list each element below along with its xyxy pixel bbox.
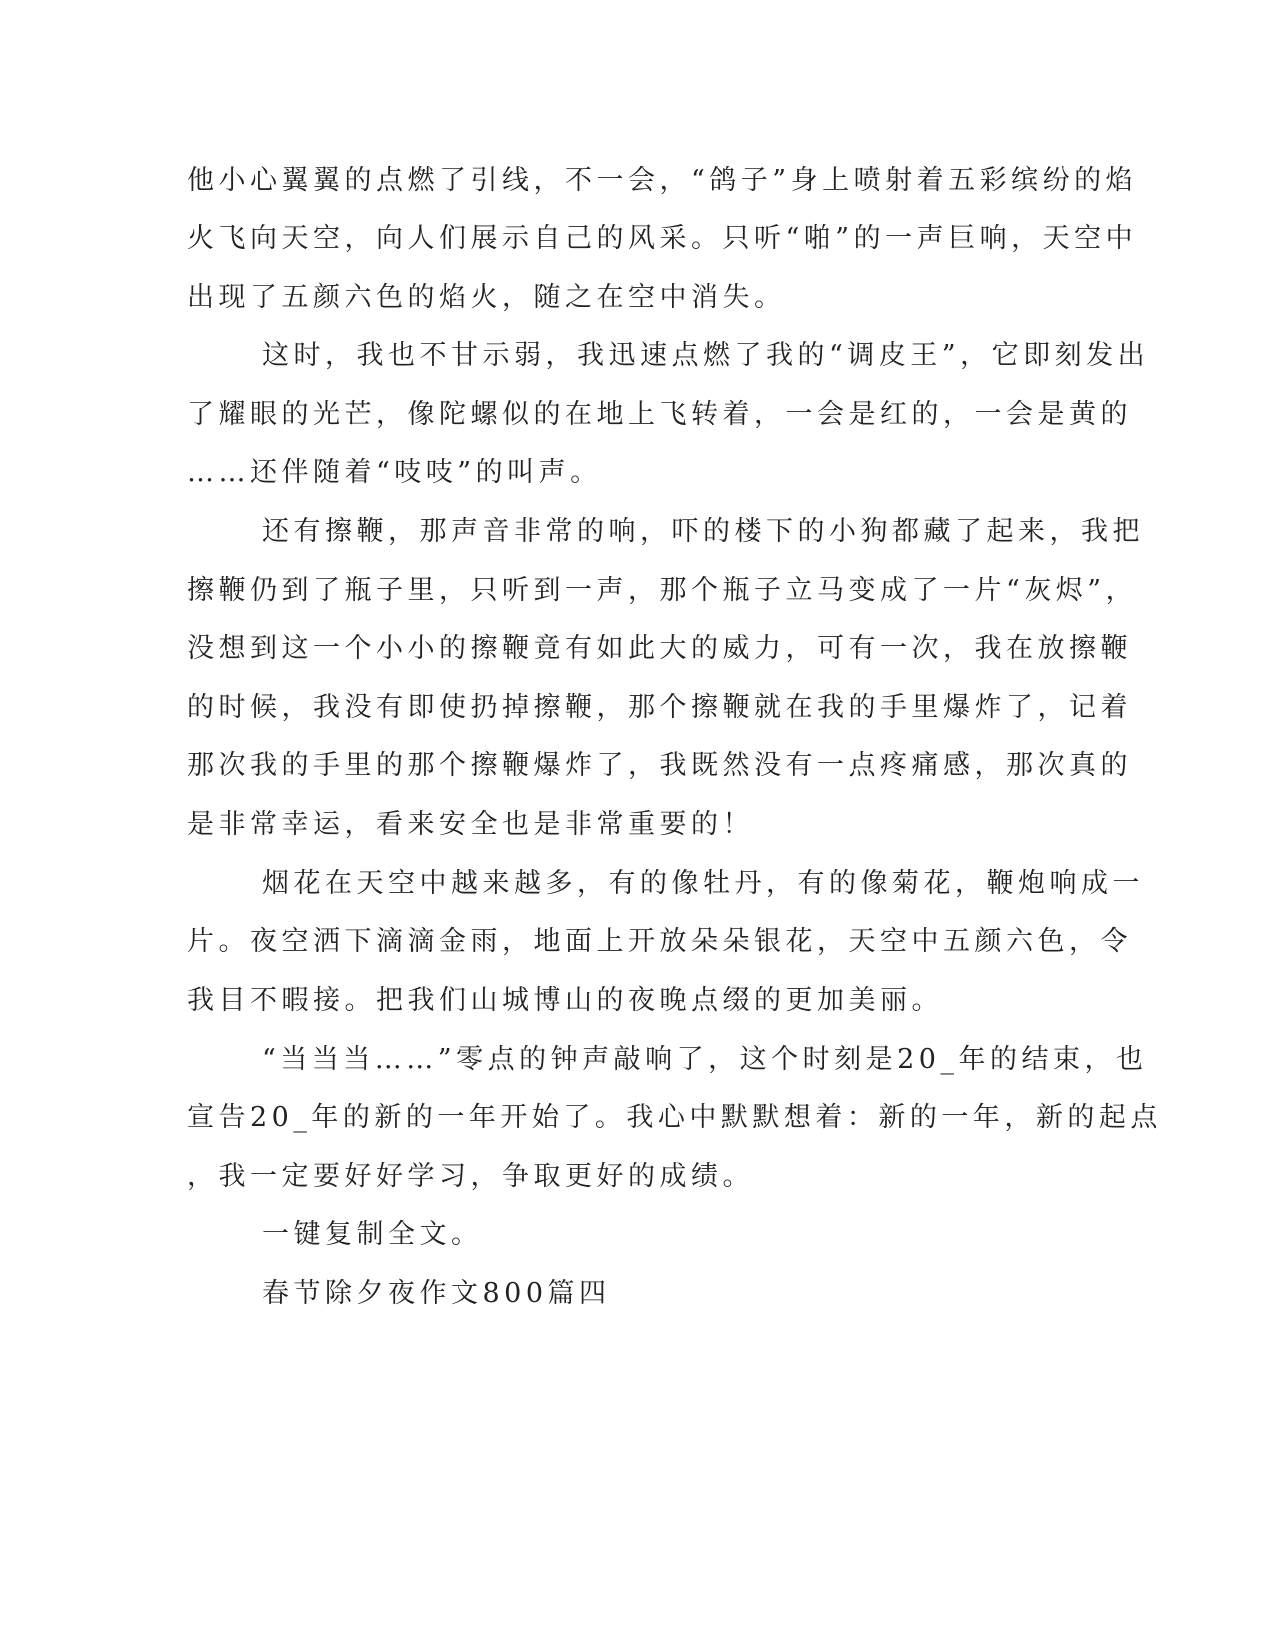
text-line: 没想到这一个小小的擦鞭竟有如此大的威力，可有一次，我在放擦鞭 bbox=[187, 633, 1132, 664]
text-line: 了耀眼的光芒，像陀螺似的在地上飞转着，一会是红的，一会是黄的 bbox=[187, 399, 1132, 430]
paragraph-start-line: “当当当……”零点的钟声敲响了，这个时刻是20_年的结束，也 bbox=[262, 1044, 1148, 1075]
paragraph-start-line: 还有擦鞭，那声音非常的响，吓的楼下的小狗都藏了起来，我把 bbox=[262, 516, 1144, 547]
text-line: 我目不暇接。把我们山城博山的夜晚点缀的更加美丽。 bbox=[187, 985, 943, 1016]
text-line: 擦鞭仍到了瓶子里，只听到一声，那个瓶子立马变成了一片“灰烬”， bbox=[187, 575, 1138, 606]
paragraph-start-line: 烟花在天空中越来越多，有的像牡丹，有的像菊花，鞭炮响成一 bbox=[262, 868, 1144, 899]
text-line: 的时候，我没有即使扔掉擦鞭，那个擦鞭就在我的手里爆炸了，记着 bbox=[187, 692, 1132, 723]
copy-all-text: 一键复制全文。 bbox=[262, 1219, 483, 1250]
section-heading: 春节除夕夜作文800篇四 bbox=[262, 1278, 611, 1309]
text-line: ……还伴随着“吱吱”的叫声。 bbox=[187, 457, 602, 488]
text-line: 宣告20_年的新的一年开始了。我心中默默想着：新的一年，新的起点 bbox=[187, 1102, 1162, 1133]
paragraph-start-line: 这时，我也不甘示弱，我迅速点燃了我的“调皮王”，它即刻发出 bbox=[262, 340, 1150, 371]
text-line: 那次我的手里的那个擦鞭爆炸了，我既然没有一点疼痛感，那次真的 bbox=[187, 750, 1132, 781]
text-line: 火飞向天空，向人们展示自己的风采。只听“啪”的一声巨响，天空中 bbox=[187, 223, 1138, 254]
text-line: 片。夜空洒下滴滴金雨，地面上开放朵朵银花，天空中五颜六色，令 bbox=[187, 926, 1132, 957]
text-line: 他小心翼翼的点燃了引线，不一会，“鸽子”身上喷射着五彩缤纷的焰 bbox=[187, 165, 1138, 196]
text-line: 出现了五颜六色的焰火，随之在空中消失。 bbox=[187, 282, 786, 313]
text-line: 是非常幸运，看来安全也是非常重要的！ bbox=[187, 809, 754, 840]
text-line: ，我一定要好好学习，争取更好的成绩。 bbox=[187, 1161, 754, 1192]
